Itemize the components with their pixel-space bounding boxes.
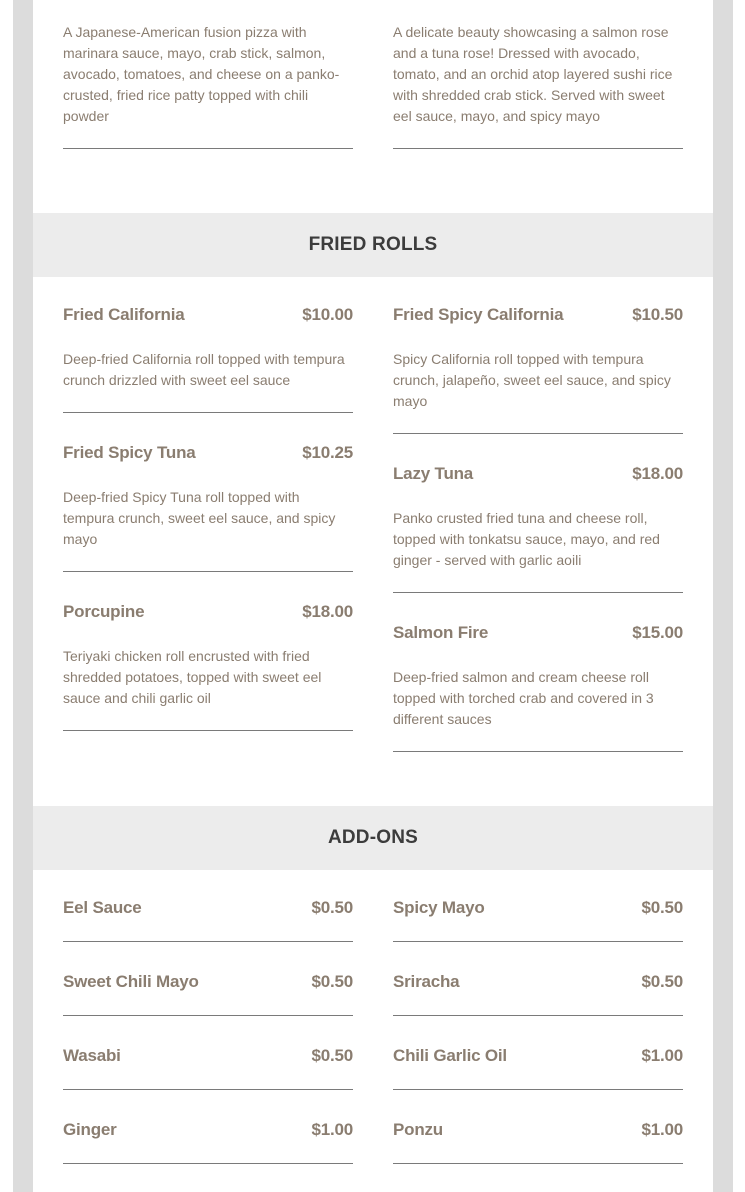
item-name: Eel Sauce: [63, 898, 142, 917]
addon-item: [63, 1046, 353, 1090]
item-name: Sriracha: [393, 972, 460, 991]
item-name: Salmon Fire: [393, 623, 489, 642]
item-price: $15.00: [632, 623, 683, 642]
item-price: $10.00: [302, 305, 353, 324]
addon-item: [393, 1120, 683, 1164]
item-name: Wasabi: [63, 1046, 121, 1065]
item-name: Porcupine: [63, 602, 145, 621]
item-price: $18.00: [632, 464, 683, 483]
item-price: $0.50: [311, 1046, 353, 1065]
item-description: Deep-fried salmon and cream cheese roll topped with torched crab and covered in 3 different sauces: [393, 669, 654, 727]
item-price: $10.25: [302, 443, 353, 462]
item-price: $1.00: [641, 1046, 683, 1065]
menu-item: [393, 22, 683, 149]
item-price: $0.50: [641, 972, 683, 991]
menu-item: [393, 623, 683, 752]
add-ons-left-column: [63, 898, 353, 1192]
item-description: A delicate beauty showcasing a salmon rose and a tuna rose! Dressed with avocado, tomato, and an orchid atop layered sushi rice with shredded crab stick. Served with sweet eel sauce, mayo, and spicy mayo: [393, 24, 673, 124]
addon-item: [63, 1120, 353, 1164]
addon-item: [393, 898, 683, 942]
menu-item: [63, 22, 353, 149]
item-description: Deep-fried California roll topped with tempura crunch drizzled with sweet eel sauce: [63, 351, 345, 388]
fried-rolls-right-column: [393, 305, 683, 782]
item-description: Deep-fried Spicy Tuna roll topped with tempura crunch, sweet eel sauce, and spicy mayo: [63, 489, 336, 547]
section-title: ADD-ONS: [327, 827, 419, 848]
section-title: FRIED ROLLS: [308, 234, 438, 255]
item-name: Fried Spicy Tuna: [63, 443, 196, 462]
item-name: Sweet Chili Mayo: [63, 972, 199, 991]
item-description: Spicy California roll topped with tempura crunch, jalapeño, sweet eel sauce, and spicy mayo: [393, 351, 671, 409]
item-price: $0.50: [641, 898, 683, 917]
fried-rolls-left-column: [63, 305, 353, 761]
item-name: Ponzu: [393, 1120, 443, 1139]
item-price: $1.00: [311, 1120, 353, 1139]
item-name: Fried Spicy California: [393, 305, 564, 324]
item-price: $0.50: [311, 972, 353, 991]
menu-item: [63, 443, 353, 572]
addon-item: [393, 1046, 683, 1090]
top-left-column: [63, 22, 353, 179]
add-ons-right-column: [393, 898, 683, 1192]
item-price: $18.00: [302, 602, 353, 621]
item-name: Spicy Mayo: [393, 898, 485, 917]
menu-item: [393, 464, 683, 593]
item-name: Lazy Tuna: [393, 464, 474, 483]
item-description: A Japanese-American fusion pizza with marinara sauce, mayo, crab stick, salmon, avocado, tomatoes, and cheese on a panko-crusted, fried rice patty topped with chili powder: [63, 24, 340, 124]
item-price: $10.50: [632, 305, 683, 324]
addon-item: [63, 972, 353, 1016]
item-price: $0.50: [311, 898, 353, 917]
top-right-column: [393, 22, 683, 179]
menu-item: [63, 305, 353, 413]
menu-item: [393, 305, 683, 434]
addon-item: [393, 972, 683, 1016]
item-name: Chili Garlic Oil: [393, 1046, 507, 1065]
menu-item: [63, 602, 353, 731]
item-name: Ginger: [63, 1120, 117, 1139]
item-price: $1.00: [641, 1120, 683, 1139]
fried-rolls-header: [33, 213, 713, 277]
add-ons-header: [33, 806, 713, 870]
menu-page: [33, 0, 713, 1192]
item-name: Fried California: [63, 305, 185, 324]
item-description: Panko crusted fried tuna and cheese roll, topped with tonkatsu sauce, mayo, and red ginger - served with garlic aoili: [393, 510, 660, 568]
item-description: Teriyaki chicken roll encrusted with fried shredded potatoes, topped with sweet eel sauce and chili garlic oil: [63, 648, 322, 706]
addon-item: [63, 898, 353, 942]
